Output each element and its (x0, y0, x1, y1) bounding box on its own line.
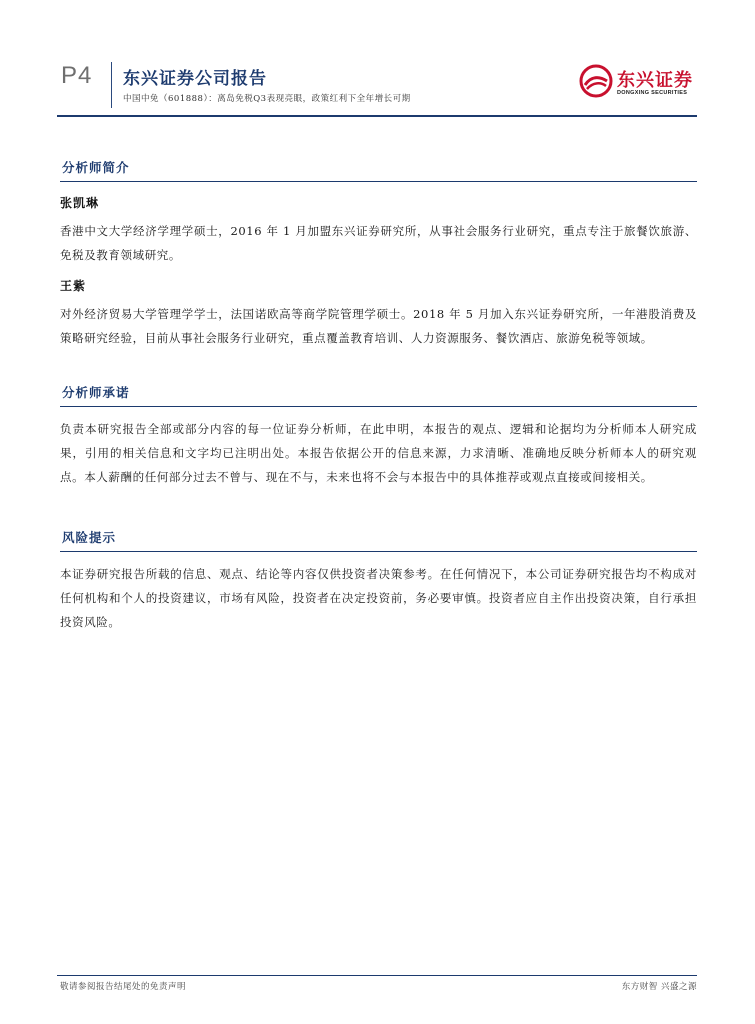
analyst-bio-2: 对外经济贸易大学管理学学士，法国诺欧高等商学院管理学硕士。2018 年 5 月加入东兴证券研究所，一年港股消费及策略研究经验，目前从事社会服务行业研究，重点覆盖教育培训、人力资源服务、餐饮酒店、旅游免税等领域。 (60, 307, 697, 345)
logo-mark-icon (579, 64, 613, 98)
company-report-title: 东兴证券公司报告 (123, 69, 267, 89)
report-header (57, 60, 697, 116)
logo-english-text: DONGXING SECURITIES (617, 90, 688, 96)
logo-text: 东兴证券 (617, 70, 693, 91)
commitment-text: 负责本研究报告全部或部分内容的每一位证券分析师，在此申明，本报告的观点、逻辑和论据均为分析师本人研究成果，引用的相关信息和文字均已注明出处。本报告依据公开的信息来源，力求清晰、准确地反映分析师本人的研究观点。本人薪酬的任何部分过去不曾与、现在不与，未来也将不会与本报告中的具体推荐或观点直接或间接相关。 (60, 422, 697, 484)
section-header (60, 156, 697, 182)
footer-disclaimer-note: 敬请参阅报告结尾处的免责声明 (60, 982, 187, 992)
analyst-intro-section (60, 156, 697, 350)
analyst-name-2: 王紫 (60, 279, 87, 293)
analyst-bio-1: 香港中文大学经济学理学硕士，2016 年 1 月加盟东兴证券研究所，从事社会服务行业研究，重点专注于旅餐饮旅游、免税及教育领域研究。 (60, 224, 697, 262)
header-rule (57, 115, 697, 117)
header-divider (111, 62, 112, 108)
risk-text: 本证券研究报告所载的信息、观点、结论等内容仅供投资者决策参考。在任何情况下，本公司证券研究报告均不构成对任何机构和个人的投资建议，市场有风险，投资者在决定投资前，务必要审慎。投资者应自主作出投资决策，自行承担投资风险。 (60, 567, 697, 629)
footer-slogan: 东方财智 兴盛之源 (621, 982, 697, 992)
page-number: P4 (61, 62, 93, 89)
section-title-risk: 风险提示 (62, 530, 117, 545)
risk-warning-section (60, 526, 697, 634)
report-subtitle: 中国中免（601888）：离岛免税Q3表现亮眼，政策红利下全年增长可期 (123, 94, 411, 104)
company-logo (579, 60, 697, 104)
section-header (60, 381, 697, 407)
analyst-commitment-section (60, 381, 697, 489)
analyst-name-1: 张凯琳 (60, 196, 100, 210)
section-title-commitment: 分析师承诺 (62, 385, 130, 400)
section-header (60, 526, 697, 552)
section-title-analyst-intro: 分析师简介 (62, 160, 130, 175)
footer-rule (57, 975, 697, 976)
